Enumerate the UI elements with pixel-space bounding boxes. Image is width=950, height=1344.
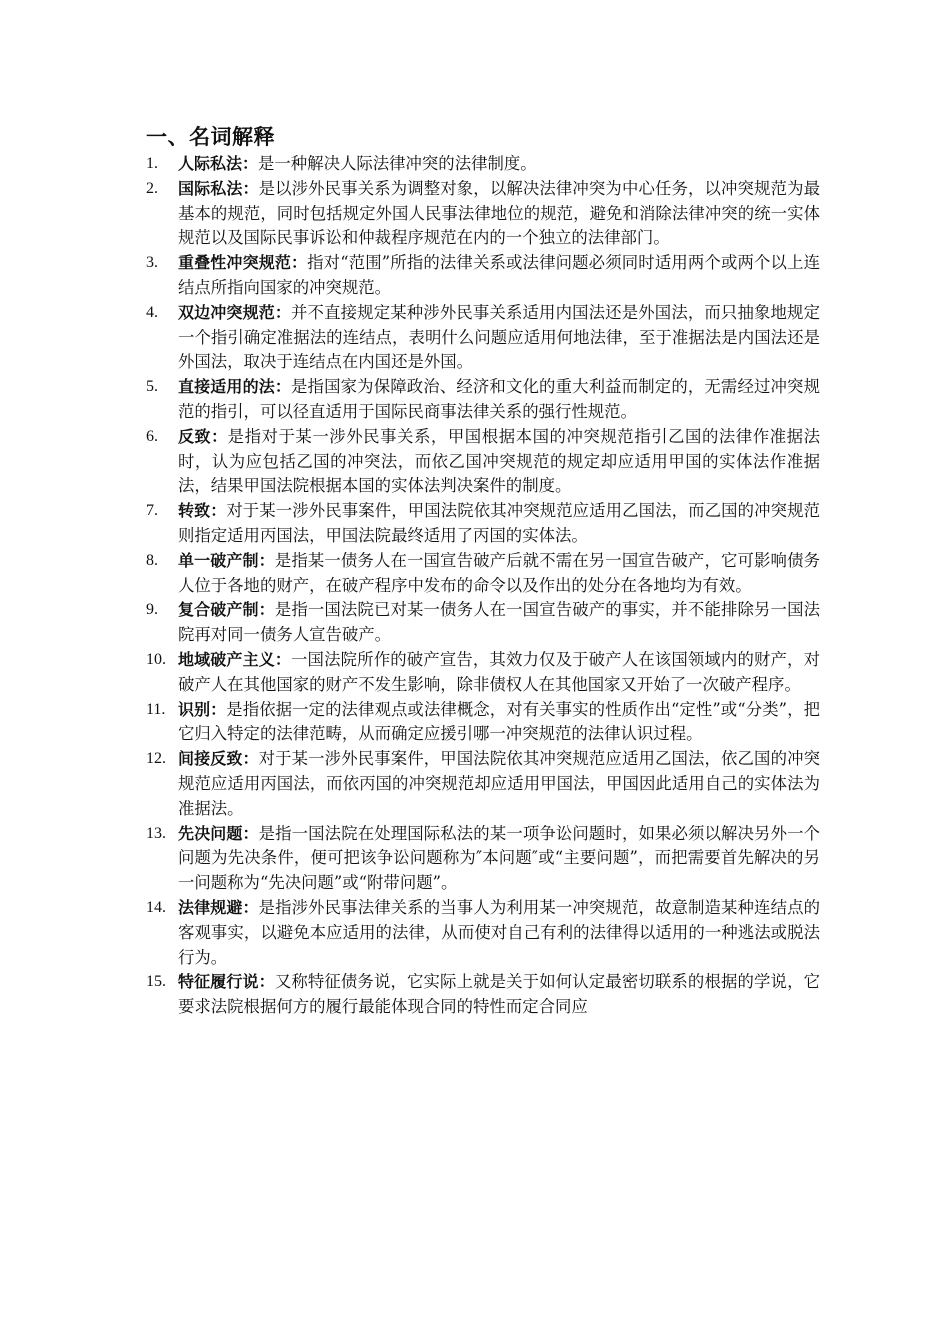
term-item [146, 375, 820, 425]
term-item [146, 896, 820, 970]
term-definition: 是一种解决人际法律冲突的法律制度。 [258, 154, 537, 173]
term-definition: 对于某一涉外民事案件，甲国法院依其冲突规范应适用乙国法，而乙国的冲突规范则指定适用丙国法，甲国法院最终适用了丙国的实体法。 [178, 501, 820, 545]
term-number: 5. [146, 378, 158, 396]
term-label: 间接反致： [178, 749, 259, 769]
terms-list [146, 152, 820, 1020]
term-item [146, 251, 820, 301]
term-definition: 是指一国法院已对某一债务人在一国宣告破产的事实，并不能排除另一国法院再对同一债务人宣告破产。 [178, 600, 820, 645]
term-number: 14. [146, 898, 166, 916]
term-definition: 是指涉外民事法律关系的当事人为利用某一冲突规范，故意制造某种连结点的客观事实，以避免本应适用的法律，从而使对自己有利的法律得以适用的一种逃法或脱法行为。 [178, 897, 820, 967]
term-number: 1. [146, 155, 158, 172]
term-definition: 是指依据一定的法律观点或法律概念，对有关事实的性质作出“定性”或“分类”，把它归入特定的法律范畴，从而确定应援引哪一冲突规范的法律认识过程。 [178, 699, 820, 744]
term-number: 3. [146, 254, 158, 272]
term-item [146, 822, 820, 896]
term-label: 地域破产主义： [178, 649, 292, 669]
term-number: 7. [146, 502, 158, 520]
term-item [146, 648, 820, 698]
term-label: 识别： [178, 699, 227, 719]
term-definition: 指对“范围”所指的法律关系或法律问题必须同时适用两个或两个以上连结点所指向国家的冲突规范。 [178, 253, 820, 297]
term-number: 8. [146, 551, 158, 569]
term-definition: 又称特征债务说，它实际上就是关于如何认定最密切联系的根据的学说，它要求法院根据何方的履行最能体现合同的特性而定合同应 [178, 972, 820, 1017]
term-number: 9. [146, 601, 158, 619]
term-item [146, 698, 820, 748]
term-definition: 是指对于某一涉外民事关系，甲国根据本国的冲突规范指引乙国的法律作准据法时，认为应包括乙国的冲突法，而依乙国冲突规范的规定却应适用甲国的实体法作准据法，结果甲国法院根据本国的实体法判决案件的制度。 [178, 426, 820, 496]
term-number: 13. [146, 824, 166, 842]
term-label: 先决问题： [178, 823, 259, 843]
term-definition: 是指某一债务人在一国宣告破产后就不需在另一国宣告破产，它可影响债务人位于各地的财产，在破产程序中发布的命令以及作出的处分在各地均为有效。 [178, 550, 820, 595]
term-label: 特征履行说： [178, 972, 275, 992]
term-label: 反致： [178, 426, 228, 446]
term-item [146, 152, 820, 177]
term-label: 国际私法： [178, 178, 259, 198]
term-label: 复合破产制： [178, 600, 275, 620]
term-definition: 一国法院所作的破产宣告，其效力仅及于破产人在该国领域内的财产，对破产人在其他国家的财产不发生影响，除非债权人在其他国家又开始了一次破产程序。 [178, 649, 820, 694]
term-number: 15. [146, 973, 166, 991]
term-item [146, 499, 820, 549]
term-label: 直接适用的法： [178, 377, 292, 397]
term-number: 11. [146, 700, 166, 718]
term-label: 人际私法： [178, 154, 259, 173]
term-definition: 并不直接规定某种涉外民事关系适用内国法还是外国法，而只抽象地规定一个指引确定准据法的连结点，表明什么问题应适用何地法律，至于准据法是内国法还是外国法，取决于连结点在内国还是外国。 [178, 302, 820, 372]
term-definition: 是以涉外民事关系为调整对象，以解决法律冲突为中心任务，以冲突规范为最基本的规范，同时包括规定外国人民事法律地位的规范，避免和消除法律冲突的统一实体规范以及国际民事诉讼和仲裁程序规范在内的一个独立的法律部门。 [178, 178, 820, 248]
term-label: 转致： [178, 501, 227, 521]
term-number: 6. [146, 427, 158, 445]
term-item [146, 598, 820, 648]
term-item [146, 549, 820, 599]
term-label: 单一破产制： [178, 550, 275, 570]
term-definition: 是指一国法院在处理国际私法的某一项争讼问题时，如果必须以解决另外一个问题为先决条件，便可把该争讼问题称为″本问题″或“主要问题”，而把需要首先解决的另一问题称为“先决问题”或“附带问题”。 [178, 823, 820, 893]
term-number: 4. [146, 303, 158, 321]
term-item [146, 970, 820, 1020]
term-item [146, 747, 820, 821]
term-label: 重叠性冲突规范： [178, 253, 308, 273]
term-number: 10. [146, 650, 166, 668]
term-number: 12. [146, 750, 166, 768]
term-label: 法律规避： [178, 897, 259, 917]
term-label: 双边冲突规范： [178, 302, 292, 322]
document-content [146, 122, 820, 1020]
term-item [146, 301, 820, 375]
term-definition: 对于某一涉外民事案件，甲国法院依其冲突规范应适用乙国法，依乙国的冲突规范应适用丙国法，而依丙国的冲突规范却应适用甲国法，甲国因此适用自己的实体法为准据法。 [178, 749, 820, 818]
section-title: 一、名词解释 [146, 125, 275, 149]
term-item [146, 177, 820, 251]
term-definition: 是指国家为保障政治、经济和文化的重大利益而制定的，无需经过冲突规范的指引，可以径直适用于国际民商事法律关系的强行性规范。 [178, 377, 820, 421]
term-item [146, 425, 820, 499]
term-number: 2. [146, 179, 158, 197]
